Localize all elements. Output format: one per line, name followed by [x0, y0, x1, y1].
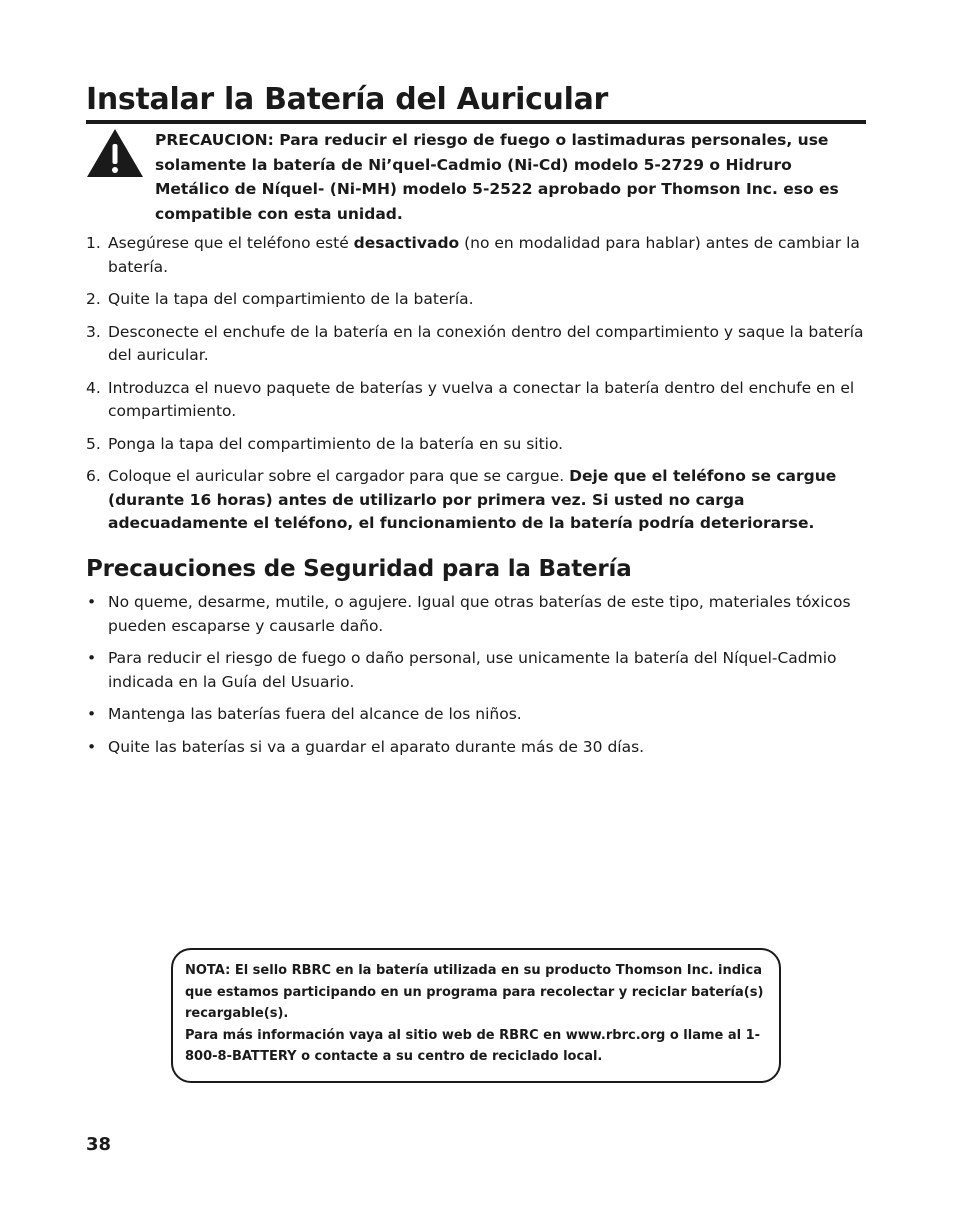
step-text: Quite la tapa del compartimiento de la batería.	[108, 290, 474, 308]
bullet-text: No queme, desarme, mutile, o agujere. Igual que otras baterías de este tipo, materiales tóxicos pueden escaparse y causarle daño.	[108, 593, 851, 635]
bullet-dot: •	[87, 593, 97, 611]
step-number: 4.	[86, 378, 101, 397]
step-text: Asegúrese que el teléfono esté	[108, 234, 354, 252]
bullet-dot: •	[87, 649, 97, 667]
step-bold: Deje que el teléfono se cargue (durante 16 horas) antes de utilizarlo por primera vez. Si usted no carga adecuadamente el teléfono, el funcionamiento de la batería podría deteriorarse.	[108, 467, 837, 532]
section-title: Precauciones de Seguridad para la Batería	[86, 556, 632, 582]
note-paragraph: NOTA: El sello RBRC en la batería utilizada en su producto Thomson Inc. indica que estamos participando en un programa para recolectar y reciclar batería(s) recargable(s).	[185, 963, 764, 1021]
step-text: Desconecte el enchufe de la batería en la conexión dentro del compartimiento y saque la batería del auricular.	[108, 322, 864, 364]
bullet-item	[86, 591, 871, 638]
bullet-item	[86, 703, 871, 727]
step-text: Coloque el auricular sobre el cargador para que se cargue.	[108, 467, 570, 485]
bullet-text: Para reducir el riesgo de fuego o daño personal, use unicamente la batería del Níquel-Cadmio indicada en la Guía del Usuario.	[108, 649, 837, 691]
step-item	[86, 377, 871, 424]
step-number: 6.	[86, 467, 101, 485]
step-number: 5.	[86, 434, 101, 453]
bullet-item	[86, 647, 871, 694]
step-item	[86, 232, 871, 279]
step-item	[86, 288, 871, 312]
step-bold: desactivado	[353, 234, 460, 252]
page-title: Instalar la Batería del Auricular	[86, 82, 609, 117]
note-paragraph-contact: Para más información vaya al sitio web de RBRC en www.rbrc.org o llame al 1-800-8-BATTERY o contacte a su centro de reciclado local.	[185, 1027, 761, 1064]
step-number: 3.	[86, 322, 101, 341]
step-text: Introduzca el nuevo paquete de baterías y vuelva a conectar la batería dentro del enchufe en el compartimiento.	[108, 378, 855, 420]
step-text: Ponga la tapa del compartimiento de la batería en su sitio.	[108, 434, 564, 453]
page-number: 38	[86, 1134, 112, 1155]
step-number: 1.	[86, 234, 101, 252]
bullet-dot: •	[87, 737, 97, 756]
bullet-item	[86, 736, 871, 760]
step-number: 2.	[86, 290, 101, 308]
bullet-text: Mantenga las baterías fuera del alcance de los niños.	[108, 705, 522, 723]
step-item	[86, 465, 871, 536]
rbrc-note-box	[171, 948, 781, 1083]
step-item	[86, 433, 871, 457]
steps-list	[86, 232, 871, 545]
caution-text: PRECAUCION: Para reducir el riesgo de fuego o lastimaduras personales, use solamente la batería de Ni’quel-Cadmio (Ni-Cd) modelo 5-2729 o Hidruro Metálico de Níquel- (Ni-MH) modelo 5-2522 aprobado por Thomson Inc. eso es compatible con esta unidad.	[155, 131, 839, 223]
safety-bullets-list	[86, 591, 871, 768]
step-text-end: (no en modalidad para hablar) antes de cambiar la batería.	[108, 234, 860, 276]
bullet-text: Quite las baterías si va a guardar el aparato durante más de 30 días.	[108, 737, 645, 756]
warning-triangle-icon	[86, 128, 144, 178]
bullet-dot: •	[87, 705, 97, 723]
step-item	[86, 321, 871, 368]
title-rule	[86, 120, 866, 124]
